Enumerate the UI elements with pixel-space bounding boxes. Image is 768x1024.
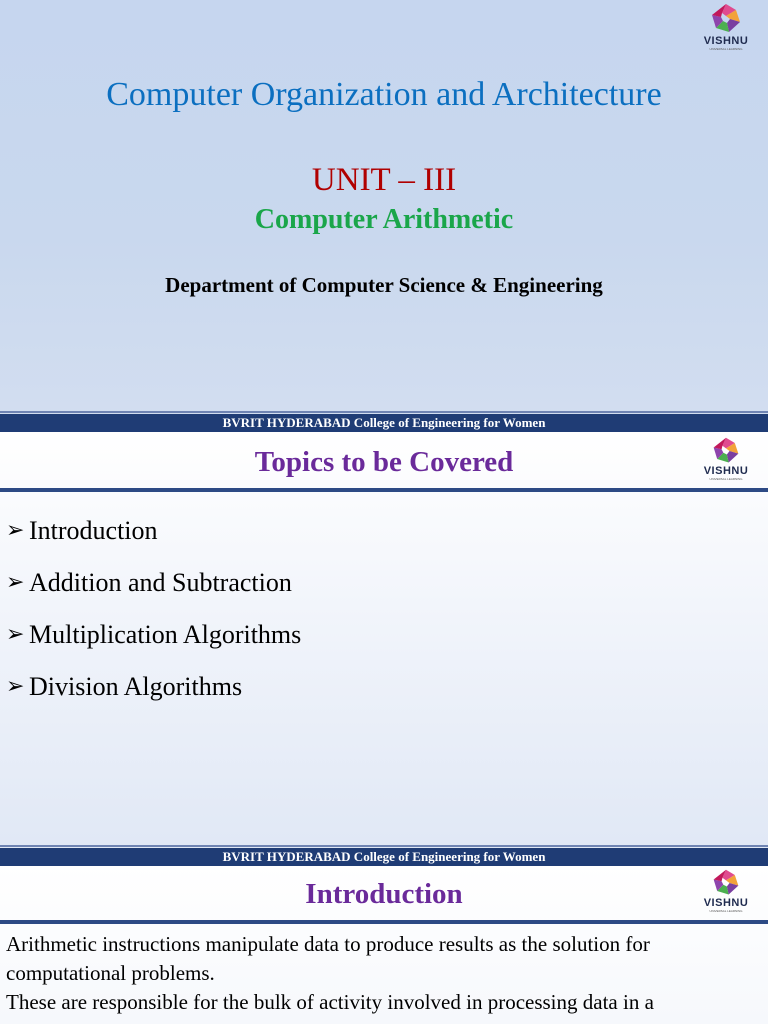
body-paragraph: Arithmetic instructions manipulate data to produce results as the solution for computational problems. — [6, 932, 650, 985]
arrow-bullet-icon: ➢ — [6, 673, 25, 698]
arrow-bullet-icon: ➢ — [6, 517, 25, 542]
arrow-bullet-icon: ➢ — [6, 569, 25, 594]
list-item — [6, 672, 301, 724]
title-slide — [0, 0, 768, 432]
logo-tagline: UNIVERSAL LEARNING — [709, 47, 743, 51]
logo-tagline: UNIVERSAL LEARNING — [709, 909, 743, 913]
logo-wordmark: VISHNU — [703, 465, 749, 477]
unit-subtitle: Computer Arithmetic — [254, 204, 514, 235]
footer-text: BVRIT HYDERABAD College of Engineering for Women — [222, 849, 546, 864]
footer-text: BVRIT HYDERABAD College of Engineering for Women — [222, 415, 546, 430]
unit-title: UNIT – III — [311, 162, 457, 198]
department-name: Department of Computer Science & Engineering — [165, 273, 603, 297]
list-item — [6, 516, 301, 568]
course-title: Computer Organization and Architecture — [106, 76, 662, 113]
topic-label: Addition and Subtraction — [29, 568, 292, 597]
body-paragraph: These are responsible for the bulk of activity involved in processing data in a — [6, 990, 654, 1014]
logo-tagline: UNIVERSAL LEARNING — [709, 477, 743, 481]
footer-bar — [0, 848, 768, 866]
topic-label: Introduction — [29, 516, 158, 545]
logo-wordmark: VISHNU — [703, 35, 749, 47]
section-heading: Topics to be Covered — [254, 446, 514, 478]
topics-slide — [0, 432, 768, 866]
footer-bar — [0, 414, 768, 432]
topics-list — [6, 516, 301, 724]
heading-rule — [0, 488, 768, 492]
footer-stripe — [0, 411, 768, 413]
topic-label: Multiplication Algorithms — [29, 620, 302, 649]
footer-stripe — [0, 845, 768, 847]
intro-body — [6, 930, 762, 1017]
vishnu-logo — [696, 2, 756, 51]
logo-wordmark: VISHNU — [703, 897, 749, 909]
list-item — [6, 620, 301, 672]
heading-rule — [0, 920, 768, 924]
introduction-slide — [0, 866, 768, 1024]
arrow-bullet-icon: ➢ — [6, 621, 25, 646]
list-item — [6, 568, 301, 620]
section-heading: Introduction — [305, 878, 463, 910]
topic-label: Division Algorithms — [29, 672, 243, 701]
vishnu-logo-icon — [709, 2, 743, 36]
